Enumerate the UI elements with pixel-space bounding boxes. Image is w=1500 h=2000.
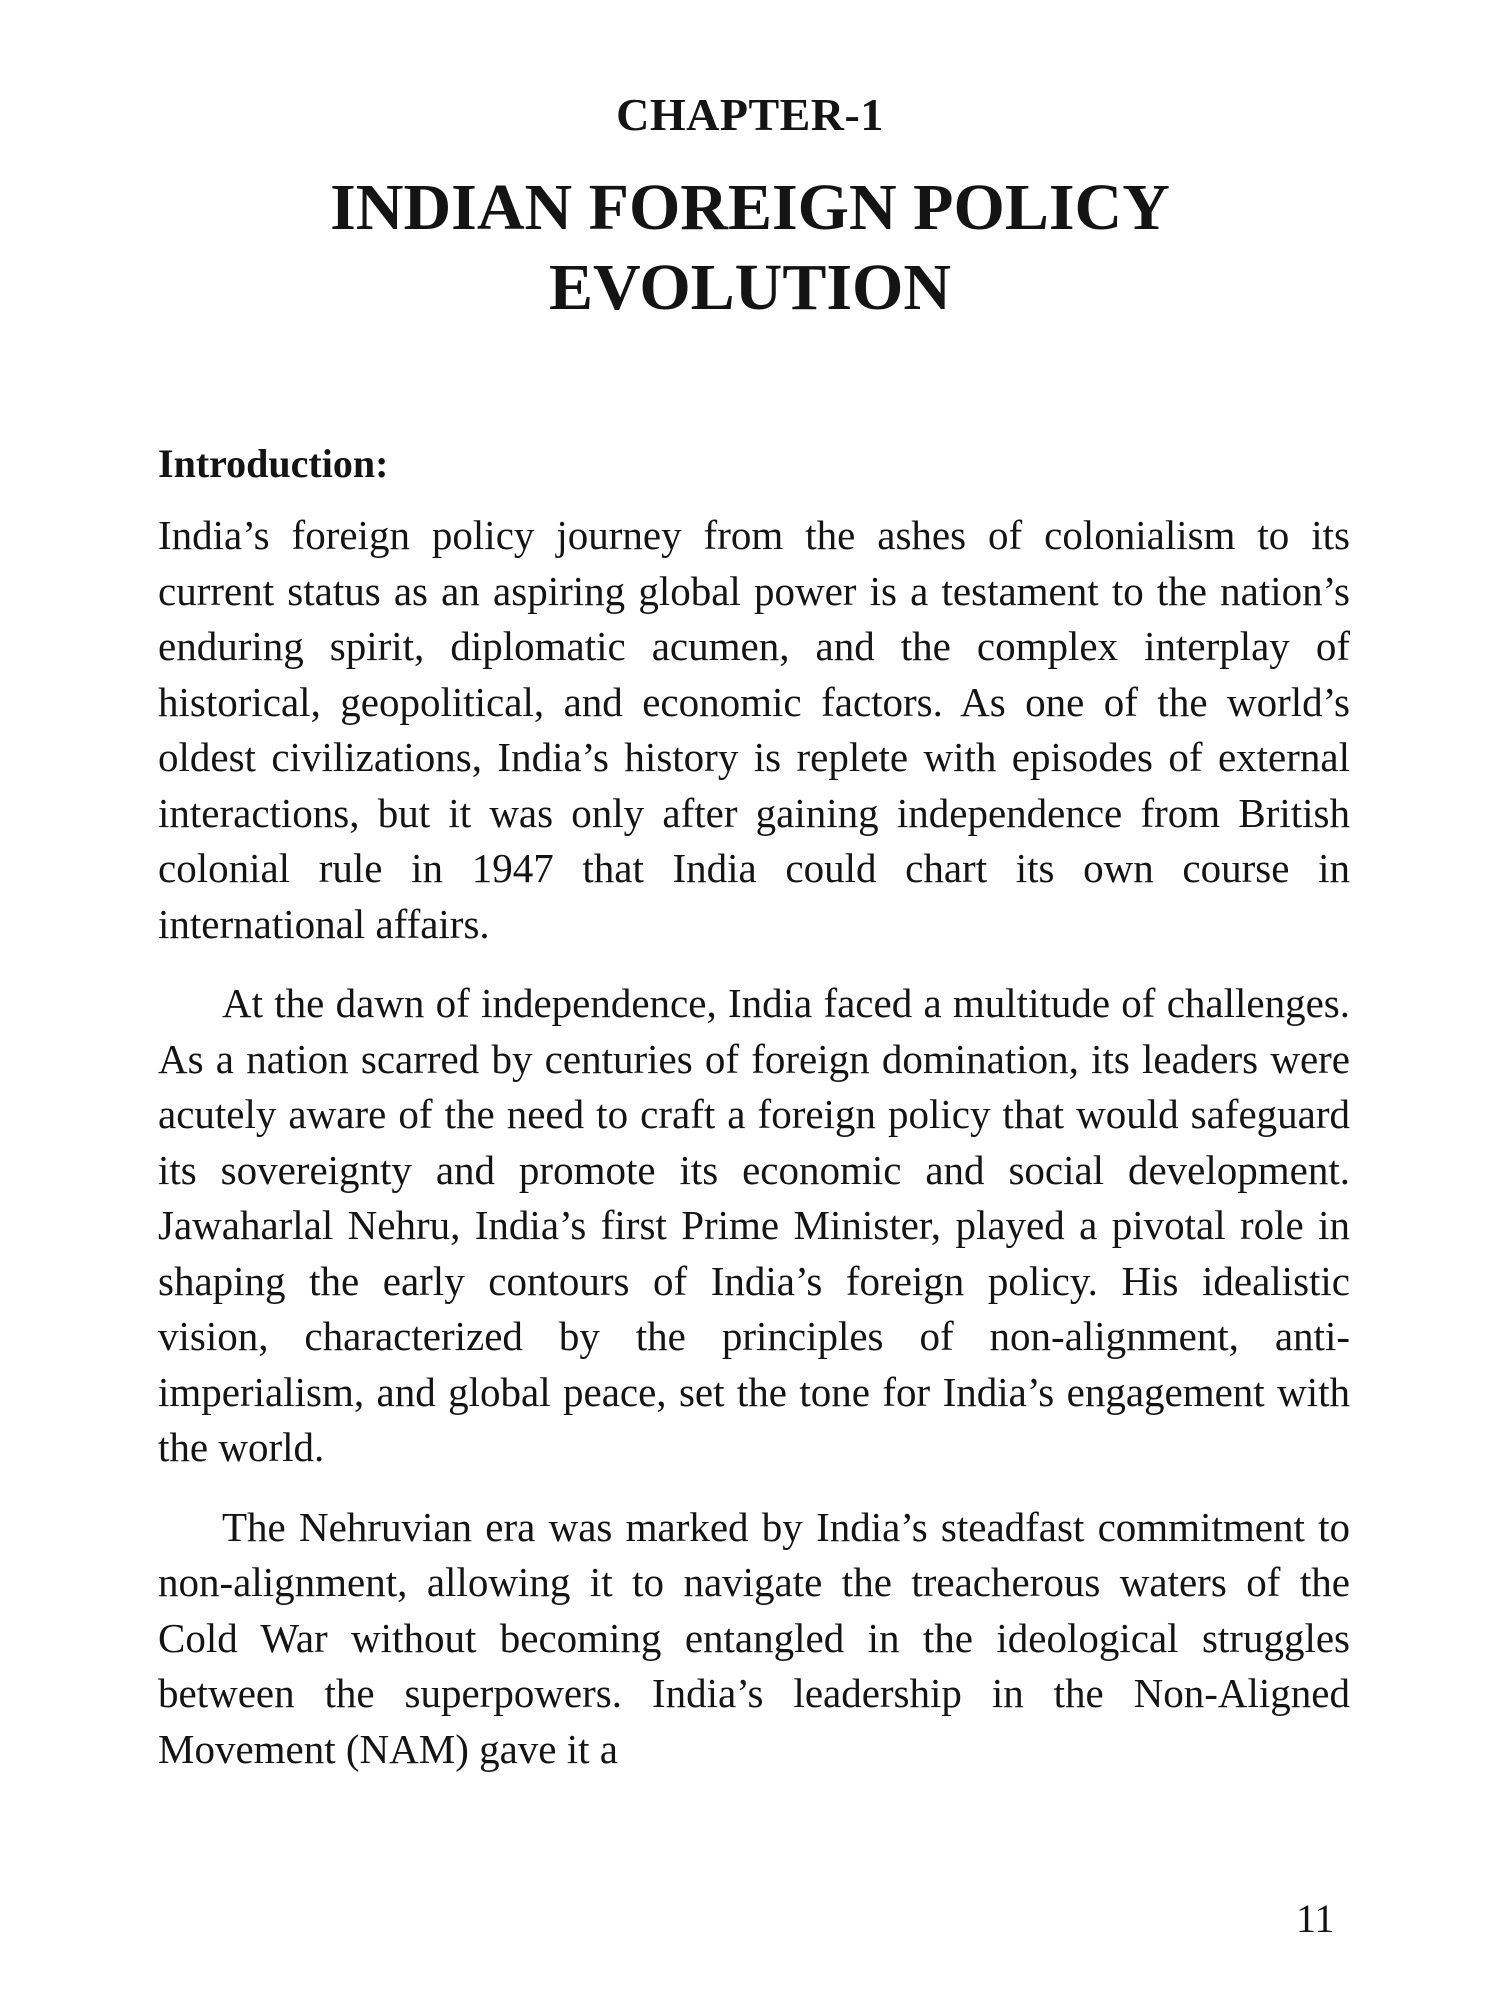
- paragraph-1: India’s foreign policy journey from the ashes of colonialism to its current status as an aspiring global power is a testament to the nation’s enduring spirit, diplomatic acumen, and the complex interplay of historical, geopolitical, and economic factors. As one of the world’s oldest civilizations, India’s history is replete with episodes of external interactions, but it was only after gaining independence from British colonial rule in 1947 that India could chart its own course in international affairs.: [158, 512, 1350, 947]
- chapter-title-line-2: EVOLUTION: [548, 251, 952, 324]
- body-text: [158, 508, 1350, 1801]
- paragraph-2: At the dawn of independence, India faced a multitude of challenges. As a nation scarred by centuries of foreign domination, its leaders were acutely aware of the need to craft a foreign policy that would safeguard its sovereignty and promote its economic and social development. Jawaharlal Nehru, India’s first Prime Minister, played a pivotal role in shaping the early contours of India’s foreign policy. His idealistic vision, characterized by the principles of non-alignment, anti-imperialism, and global peace, set the tone for India’s engagement with the world.: [158, 980, 1350, 1470]
- chapter-label: CHAPTER-1: [616, 89, 884, 140]
- chapter-title-line-1: INDIAN FOREIGN POLICY: [330, 171, 1170, 244]
- section-heading: Introduction:: [158, 441, 389, 486]
- page-number: 11: [1296, 1896, 1335, 1941]
- paragraph-3: The Nehruvian era was marked by India’s steadfast commitment to non-alignment, allowing it to navigate the treacherous waters of the Cold War without becoming entangled in the ideological struggles between the superpowers. India’s leadership in the Non-Aligned Movement (NAM) gave it a: [158, 1503, 1350, 1772]
- chapter-title: [0, 168, 1500, 328]
